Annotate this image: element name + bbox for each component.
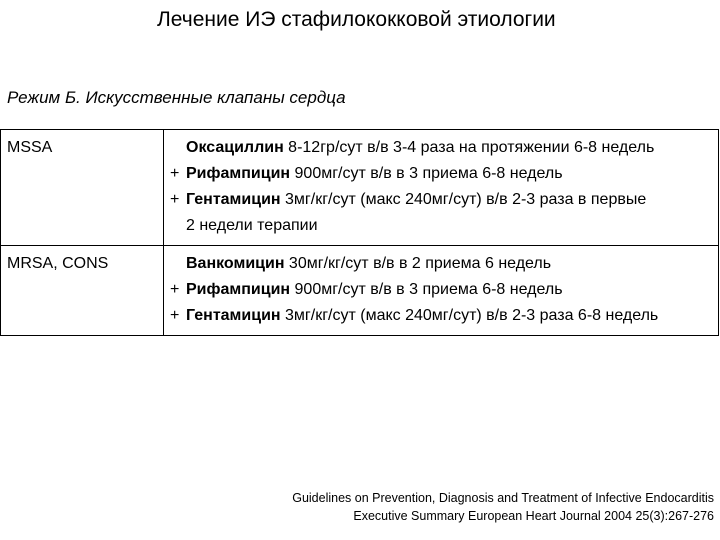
regimen-table xyxy=(0,129,719,336)
dosage-text: 2 недели терапии xyxy=(186,217,318,234)
dosage-text: 3мг/кг/сут (макс 240мг/сут) в/в 2-3 раза 6-8 недель xyxy=(280,307,659,324)
drug-name: Рифампицин xyxy=(186,281,291,298)
drug-line xyxy=(164,251,718,277)
drug-line xyxy=(164,135,718,161)
plus-sign: + xyxy=(170,307,180,324)
organism-cell: MSSA xyxy=(1,130,164,246)
drug-name: Ванкомицин xyxy=(186,255,285,272)
drug-line xyxy=(164,187,718,213)
plus-sign: + xyxy=(170,281,180,298)
regimen-subtitle: Режим Б. Искусственные клапаны сердца xyxy=(7,88,346,107)
drug-name: Оксациллин xyxy=(186,139,284,156)
drug-name: Гентамицин xyxy=(186,191,281,208)
plus-sign: + xyxy=(170,165,180,182)
dosage-text: 30мг/кг/сут в/в в 2 приема 6 недель xyxy=(284,255,552,272)
table-row xyxy=(1,130,719,246)
page-title: Лечение ИЭ стафилококковой этиологии xyxy=(157,8,556,31)
citation-line: Guidelines on Prevention, Diagnosis and Treatment of Infective Endocarditis xyxy=(292,491,714,505)
drug-name: Гентамицин xyxy=(186,307,281,324)
dosage-text: 900мг/сут в/в в 3 приема 6-8 недель xyxy=(290,281,563,298)
drug-line xyxy=(164,161,718,187)
dosage-text: 8-12гр/сут в/в 3-4 раза на протяжении 6-8 недель xyxy=(283,139,655,156)
drug-line xyxy=(164,303,718,329)
drug-name: Рифампицин xyxy=(186,165,291,182)
plus-sign: + xyxy=(170,191,180,208)
organism-cell: MRSA, CONS xyxy=(1,246,164,336)
dosage-text: 900мг/сут в/в в 3 приема 6-8 недель xyxy=(290,165,563,182)
table-row xyxy=(1,246,719,336)
drug-line xyxy=(164,277,718,303)
drug-cell xyxy=(164,130,719,246)
drug-cell xyxy=(164,246,719,336)
citation-footer xyxy=(292,489,714,525)
citation-line: Executive Summary European Heart Journal 2004 25(3):267-276 xyxy=(353,509,714,523)
dosage-text: 3мг/кг/сут (макс 240мг/сут) в/в 2-3 раза в первые xyxy=(280,191,647,208)
drug-line xyxy=(164,213,718,239)
